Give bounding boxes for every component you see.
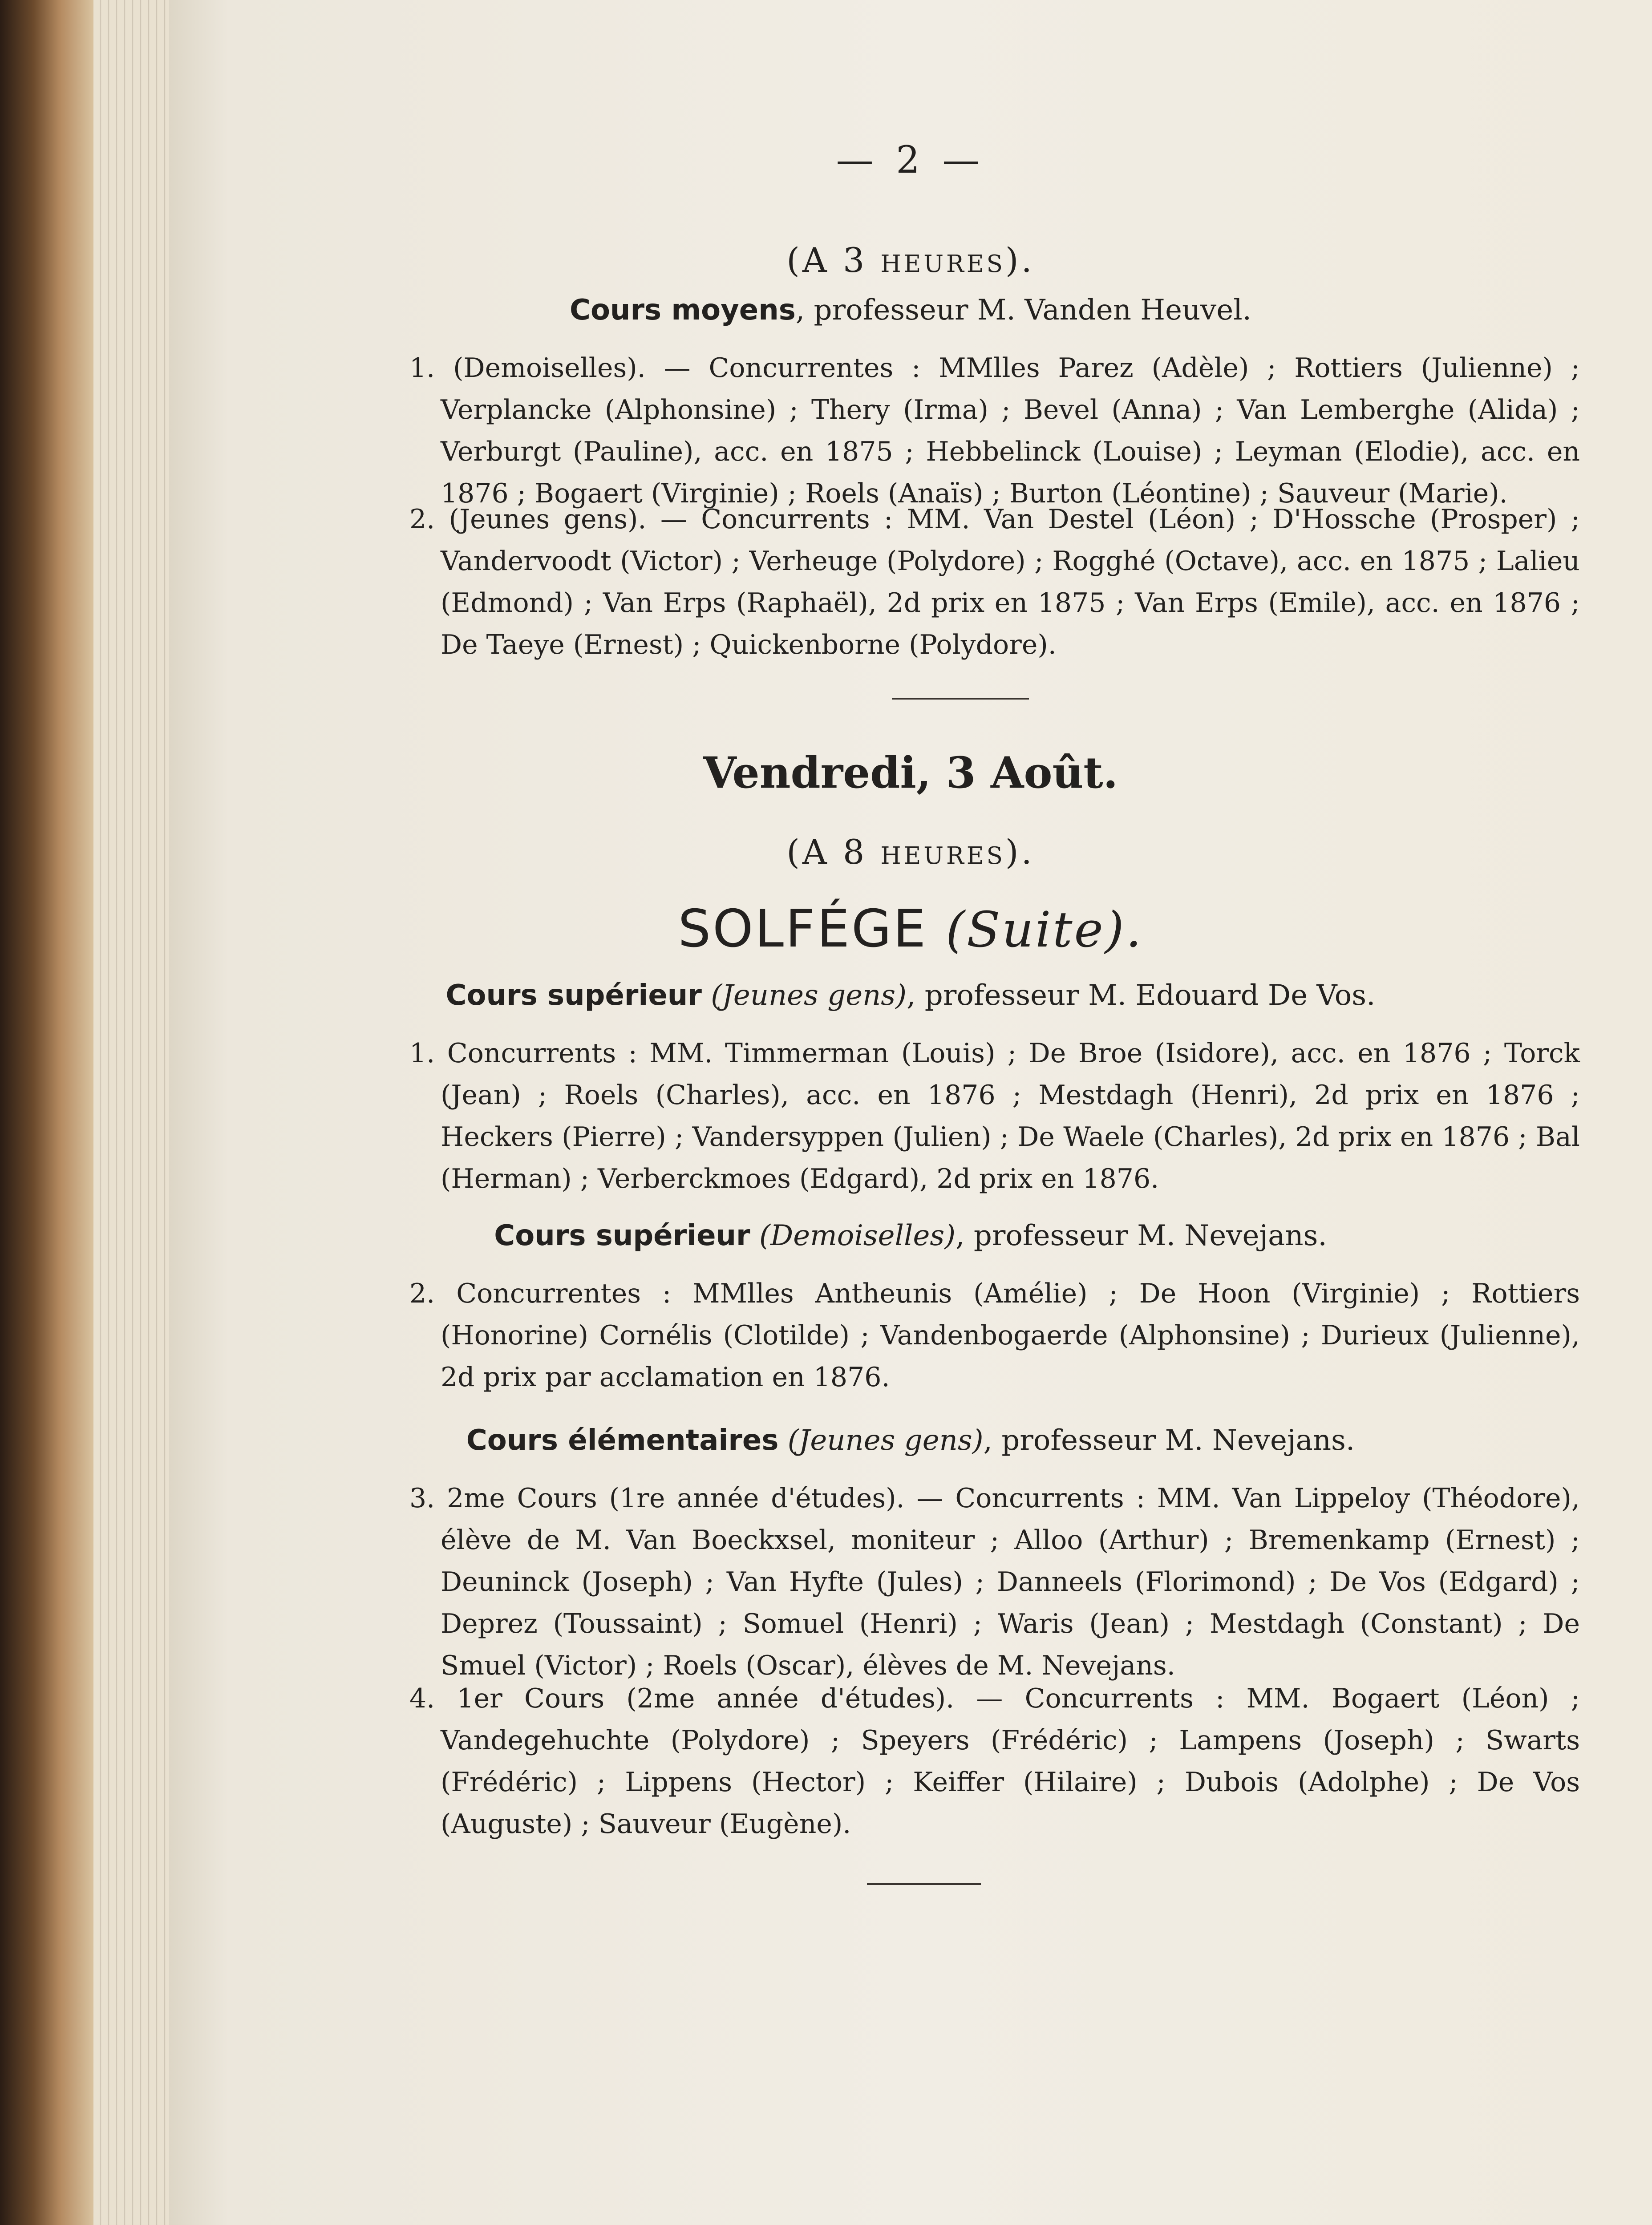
course-professor: , professeur M. Nevejans. <box>956 1219 1327 1252</box>
entry-text: (Jeunes gens). — Concurrents : MM. Van Destel (Léon) ; D'Hossche (Prosper) ; Vandervoodt (Victor) ; Verheuge (Polydore) ; Rogghé (Octave), acc. en 1875 ; Lalieu (Edmond) ; Van Erps (Raphaël), 2d prix en 1875 ; Van Erps (Emile), acc. en 1876 ; De Taeye (Ernest) ; Quickenborne (Polydore). <box>441 504 1580 660</box>
entry-3 <box>409 1032 1580 1200</box>
entry-number: 3. <box>409 1483 435 1514</box>
entry-number: 1. <box>409 352 435 384</box>
entry-2 <box>409 498 1580 666</box>
title-suffix: (Suite). <box>946 901 1143 958</box>
entry-text: Concurrents : MM. Timmerman (Louis) ; De Broe (Isidore), acc. en 1876 ; Torck (Jean) ; Roels (Charles), acc. en 1876 ; Mestdagh (Henri), 2d prix en 1876 ; Heckers (Pierre) ; Vandersyppen (Julien) ; De Waele (Charles), 2d prix en 1876 ; Bal (Herman) ; Verberckmoes (Edgard), 2d prix en 1876. <box>441 1038 1580 1194</box>
course-label: Cours supérieur <box>445 979 702 1012</box>
entry-number: 2. <box>409 504 435 535</box>
course-group: (Jeunes gens) <box>711 979 907 1012</box>
day-heading: Vendredi, 3 Août. <box>703 748 1118 798</box>
section-title <box>169 899 1652 959</box>
course-professor: , professeur M. Vanden Heuvel. <box>795 294 1252 327</box>
course-professor: , professeur M. Edouard De Vos. <box>907 979 1376 1012</box>
divider-rule <box>892 698 1029 700</box>
end-rule <box>867 1883 981 1885</box>
course3-heading <box>169 1424 1652 1457</box>
entry-text: 1er Cours (2me année d'études). — Concurrents : MM. Bogaert (Léon) ; Vandegehuchte (Polydore) ; Speyers (Frédéric) ; Lampens (Joseph) ; Swarts (Frédéric) ; Lippens (Hector) ; Keiffer (Hilaire) ; Dubois (Adolphe) ; De Vos (Auguste) ; Sauveur (Eugène). <box>441 1683 1580 1840</box>
entry-text: 2me Cours (1re année d'études). — Concurrents : MM. Van Lippeloy (Théodore), élève de M. Van Boeckxsel, moniteur ; Alloo (Arthur) ; Bremenkamp (Ernest) ; Deuninck (Joseph) ; Van Hyfte (Jules) ; Danneels (Florimond) ; De Vos (Edgard) ; Deprez (Toussaint) ; Somuel (Henri) ; Waris (Jean) ; Mestdagh (Constant) ; De Smuel (Victor) ; Roels (Oscar), élèves de M. Nevejans. <box>441 1483 1580 1681</box>
course1-heading <box>169 979 1652 1012</box>
course-group: (Demoiselles) <box>759 1219 956 1252</box>
entry-1 <box>409 347 1580 514</box>
course-label: Cours moyens <box>569 294 796 327</box>
entry-number: 4. <box>409 1683 435 1714</box>
section2-time: (A 8 heures). <box>786 832 1035 872</box>
page-number: — 2 — <box>836 138 985 182</box>
course-professor: , professeur M. Nevejans. <box>983 1424 1355 1457</box>
entry-text: (Demoiselles). — Concurrentes : MMlles Parez (Adèle) ; Rottiers (Julienne) ; Verplancke (Alphonsine) ; Thery (Irma) ; Bevel (Anna) ; Van Lemberghe (Alida) ; Verburgt (Pauline), acc. en 1875 ; Hebbelinck (Louise) ; Leyman (Elodie), acc. en 1876 ; Bogaert (Virginie) ; Roels (Anaïs) ; Burton (Léontine) ; Sauveur (Marie). <box>441 352 1580 509</box>
section1-course-heading <box>169 294 1652 327</box>
course-label: Cours supérieur <box>494 1219 750 1252</box>
entry-number: 2. <box>409 1278 435 1309</box>
section1-time: (A 3 heures). <box>786 240 1035 280</box>
entry-text: Concurrentes : MMlles Antheunis (Amélie) ; De Hoon (Virginie) ; Rottiers (Honorine) Cornélis (Clotilde) ; Vandenbogaerde (Alphonsine) ; Durieux (Julienne), 2d prix par acclamation en 1876. <box>441 1278 1580 1393</box>
entry-number: 1. <box>409 1038 435 1069</box>
course2-heading <box>169 1219 1652 1252</box>
entry-6 <box>409 1678 1580 1845</box>
document-page <box>169 0 1652 2225</box>
entry-4 <box>409 1273 1580 1398</box>
entry-5 <box>409 1477 1580 1687</box>
title-text: SOLFÉGE <box>678 899 928 959</box>
course-label: Cours élémentaires <box>466 1424 779 1457</box>
course-group: (Jeunes gens) <box>787 1424 984 1457</box>
